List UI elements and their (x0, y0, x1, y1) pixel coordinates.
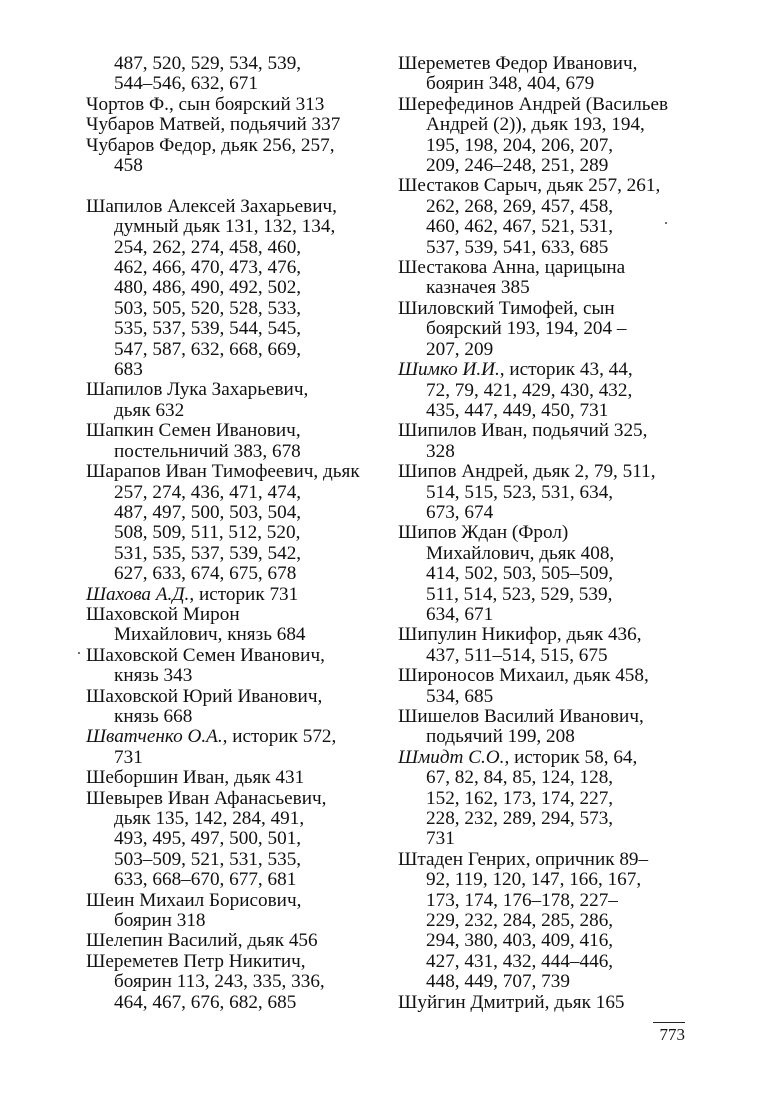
entry-line: боярин 113, 243, 335, 336, (114, 971, 325, 993)
entry-line: Чортов Ф., сын боярский 313 (86, 93, 325, 115)
entry-line: князь 668 (114, 705, 193, 727)
index-entry (398, 54, 688, 95)
index-entry (398, 462, 688, 523)
entry-line: Штаден Генрих, опричник 89– (398, 848, 649, 870)
entry-line: Шелепин Василий, дьяк 456 (86, 930, 318, 952)
index-entry (86, 891, 376, 932)
entry-line: 731 (114, 746, 143, 768)
entry-line (86, 727, 376, 747)
entry-line: 508, 509, 511, 512, 520, (114, 522, 301, 544)
entry-line: 683 (114, 359, 143, 381)
index-column-right (398, 54, 688, 1013)
entry-line: 209, 246–248, 251, 289 (426, 155, 609, 177)
entry-line: 633, 668–670, 677, 681 (114, 869, 297, 891)
entry-line: 173, 174, 176–178, 227– (426, 889, 618, 911)
entry-line: Чубаров Матвей, подьячий 337 (86, 114, 341, 136)
entry-line: 229, 232, 284, 285, 286, (426, 910, 614, 932)
entry-line: Шапкин Семен Иванович, (86, 420, 301, 442)
index-entry (398, 748, 688, 850)
entry-line: Шапилов Лука Захарьевич, (86, 379, 309, 401)
entry-line: Шеин Михаил Борисович, (86, 889, 302, 911)
entry-line (398, 748, 688, 768)
entry-line: Шапилов Алексей Захарьевич, (86, 195, 337, 217)
entry-line: 511, 514, 523, 529, 539, (426, 583, 613, 605)
entry-line: Шипилов Иван, подьячий 325, (398, 420, 648, 442)
index-entry (398, 176, 688, 258)
index-entry (86, 380, 376, 421)
entry-line: 544–546, 632, 671 (114, 73, 258, 95)
entry-line: Чубаров Федор, дьяк 256, 257, (86, 134, 335, 156)
entry-line: Шерефединов Андрей (Васильев (398, 93, 669, 115)
entry-line: 487, 497, 500, 503, 504, (114, 501, 302, 523)
entry-line: 257, 274, 436, 471, 474, (114, 481, 302, 503)
index-entry (86, 952, 376, 1013)
index-entry (86, 585, 376, 605)
index-entry (398, 421, 688, 462)
entry-line: 537, 539, 541, 633, 685 (426, 236, 609, 258)
index-entry (86, 462, 376, 584)
entry-line: 427, 431, 432, 444–446, (426, 950, 614, 972)
entry-line: 535, 537, 539, 544, 545, (114, 318, 302, 340)
entry-description: , историк 43, 44, (499, 359, 633, 381)
entry-line: Шипов Андрей, дьяк 2, 79, 511, (398, 461, 656, 483)
index-entry (86, 54, 376, 95)
index-entry (86, 197, 376, 381)
entry-line: 207, 209 (426, 338, 494, 360)
index-entry (86, 646, 376, 687)
entry-line: Шестаков Сарыч, дьяк 257, 261, (398, 175, 661, 197)
entry-line: подьячий 199, 208 (426, 726, 575, 748)
entry-line: 673, 674 (426, 501, 494, 523)
entry-line: Шереметев Федор Иванович, (398, 53, 638, 74)
entry-line: 195, 198, 204, 206, 207, (426, 134, 614, 156)
index-entry (398, 299, 688, 360)
section-gap (86, 176, 376, 196)
entry-line: Андрей (2)), дьяк 193, 194, (426, 114, 645, 136)
entry-line: Шипулин Никифор, дьяк 436, (398, 624, 642, 646)
entry-line: Шиловский Тимофей, сын (398, 297, 615, 319)
entry-line (398, 360, 688, 380)
entry-line: 731 (426, 828, 455, 850)
index-entry (398, 666, 688, 707)
index-entry (86, 136, 376, 177)
entry-line: 627, 633, 674, 675, 678 (114, 563, 297, 585)
index-entry (86, 727, 376, 768)
index-entry (398, 625, 688, 666)
entry-line: 503–509, 521, 531, 535, (114, 848, 302, 870)
entry-line: 487, 520, 529, 534, 539, (114, 53, 302, 74)
entry-line: Михайлович, дьяк 408, (426, 542, 615, 564)
entry-line: 547, 587, 632, 668, 669, (114, 338, 302, 360)
index-entry (86, 115, 376, 135)
entry-line: 228, 232, 289, 294, 573, (426, 808, 614, 830)
entry-line: Шестакова Анна, царицына (398, 257, 626, 279)
index-entry (86, 421, 376, 462)
entry-description: , историк 58, 64, (504, 746, 638, 768)
entry-line: 458 (114, 155, 143, 177)
entry-line: Шарапов Иван Тимофеевич, дьяк (86, 461, 360, 483)
entry-line: 503, 505, 520, 528, 533, (114, 297, 302, 319)
entry-author-name: Шмидт С.О. (398, 746, 505, 768)
entry-line: 437, 511–514, 515, 675 (426, 644, 608, 666)
index-column-left (86, 54, 376, 1013)
index-entry (398, 258, 688, 299)
entry-line: дьяк 632 (114, 399, 185, 421)
entry-line: 460, 462, 467, 521, 531, (426, 216, 614, 238)
index-entry (86, 95, 376, 115)
index-entry (398, 707, 688, 748)
entry-line: 462, 466, 470, 473, 476, (114, 257, 302, 279)
index-entry (86, 687, 376, 728)
entry-line: князь 343 (114, 665, 193, 687)
entry-line: 92, 119, 120, 147, 166, 167, (426, 869, 642, 891)
entry-author-name: Шахова А.Д. (86, 583, 190, 605)
print-speck (665, 222, 667, 224)
index-entry (398, 850, 688, 993)
entry-line: боярин 348, 404, 679 (426, 73, 595, 95)
index-entry (86, 789, 376, 891)
index-entry (86, 931, 376, 951)
entry-line: 72, 79, 421, 429, 430, 432, (426, 379, 633, 401)
entry-line: 152, 162, 173, 174, 227, (426, 787, 614, 809)
entry-author-name: Шватченко О.А. (86, 726, 223, 748)
entry-line (86, 585, 376, 605)
index-entry (398, 523, 688, 625)
entry-line: 480, 486, 490, 492, 502, (114, 277, 302, 299)
entry-line: боярский 193, 194, 204 – (426, 318, 627, 340)
entry-line: 67, 82, 84, 85, 124, 128, (426, 767, 614, 789)
index-entry (398, 95, 688, 177)
entry-description: , историк 731 (189, 583, 299, 605)
entry-line: 414, 502, 503, 505–509, (426, 563, 614, 585)
print-speck (78, 652, 80, 654)
entry-line: дьяк 135, 142, 284, 491, (114, 808, 305, 830)
index-entry (86, 605, 376, 646)
entry-line: 294, 380, 403, 409, 416, (426, 930, 614, 952)
entry-line: 435, 447, 449, 450, 731 (426, 399, 609, 421)
entry-line: казначея 385 (426, 277, 530, 299)
entry-line: 514, 515, 523, 531, 634, (426, 481, 614, 503)
entry-line: Шишелов Василий Иванович, (398, 706, 644, 727)
page-number: 773 (653, 1022, 685, 1045)
entry-line: Широносов Михаил, дьяк 458, (398, 665, 649, 687)
entry-line: Шаховской Мирон (86, 603, 240, 625)
entry-line: Шуйгин Дмитрий, дьяк 165 (398, 991, 625, 1013)
index-entry (86, 768, 376, 788)
entry-line: Шипов Ждан (Фрол) (398, 522, 569, 544)
entry-line: боярин 318 (114, 910, 206, 932)
entry-author-name: Шимко И.И. (398, 359, 500, 381)
entry-description: , историк 572, (222, 726, 337, 748)
entry-line: Шаховской Юрий Иванович, (86, 685, 323, 707)
entry-line: постельничий 383, 678 (114, 440, 301, 462)
entry-line: 448, 449, 707, 739 (426, 971, 570, 993)
entry-line: думный дьяк 131, 132, 134, (114, 216, 336, 238)
entry-line: 531, 535, 537, 539, 542, (114, 542, 302, 564)
entry-line: Шереметев Петр Никитич, (86, 950, 306, 972)
index-entry (398, 360, 688, 421)
entry-line: Шеборшин Иван, дьяк 431 (86, 767, 305, 789)
entry-line: 254, 262, 274, 458, 460, (114, 236, 302, 258)
entry-line: Михайлович, князь 684 (114, 624, 306, 646)
index-entry (398, 993, 688, 1013)
entry-line: 534, 685 (426, 685, 494, 707)
entry-line: 464, 467, 676, 682, 685 (114, 991, 297, 1013)
entry-line: 493, 495, 497, 500, 501, (114, 828, 302, 850)
entry-line: 262, 268, 269, 457, 458, (426, 195, 614, 217)
entry-line: 634, 671 (426, 603, 494, 625)
entry-line: 328 (426, 440, 455, 462)
entry-line: Шаховской Семен Иванович, (86, 644, 325, 666)
entry-line: Шевырев Иван Афанасьевич, (86, 787, 327, 809)
